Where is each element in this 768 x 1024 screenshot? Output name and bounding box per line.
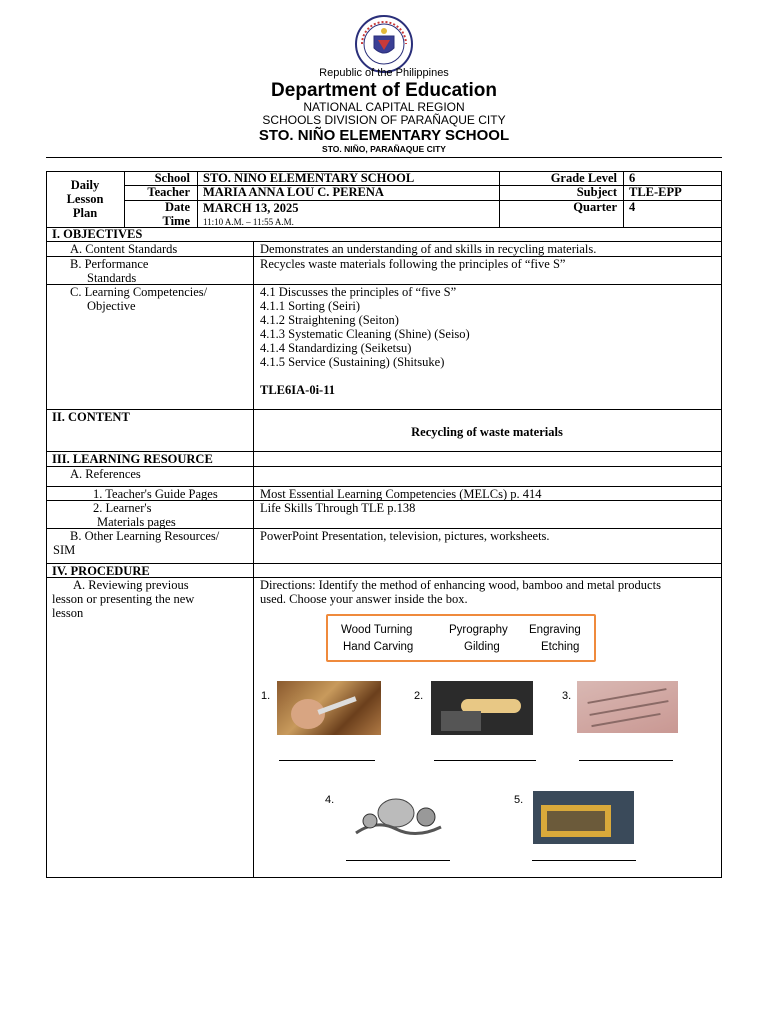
answer-blank[interactable] — [279, 760, 375, 761]
review-label: A. Reviewing previous — [73, 578, 189, 592]
teacher-label: Teacher — [147, 185, 190, 199]
department-title: Department of Education — [271, 80, 497, 101]
time-value: 11:10 A.M. – 11:55 A.M. — [203, 217, 294, 227]
choice-gilding: Gilding — [464, 641, 500, 653]
learners-materials-label: 2. Learner's — [93, 501, 152, 515]
competencies-label: C. Learning Competencies/ — [70, 285, 208, 299]
school-label: School — [154, 171, 190, 185]
time-label: Time — [162, 214, 190, 228]
item-number: 5. — [514, 794, 524, 806]
quarter-value: 4 — [629, 200, 636, 214]
answer-choices-box — [326, 614, 596, 662]
subject-label: Subject — [576, 185, 617, 199]
competency-item: 4.1.4 Standardizing (Seiketsu) — [260, 341, 412, 355]
directions-line-1: Directions: Identify the method of enhancing wood, bamboo and metal products — [260, 578, 661, 592]
procedure-heading: IV. PROCEDURE — [52, 564, 150, 578]
school-title: STO. NIÑO ELEMENTARY SCHOOL — [258, 127, 510, 144]
choice-pyrography: Pyrography — [449, 624, 508, 636]
plan-title-line-3: Plan — [72, 206, 98, 220]
performance-standards-value: Recycles waste materials following the principles of “five S” — [260, 257, 566, 271]
division-line: SCHOOLS DIVISION OF PARAÑAQUE CITY — [262, 113, 506, 127]
competency-code: TLE6IA-0i-11 — [260, 383, 336, 397]
learners-materials-value: Life Skills Through TLE p.138 — [260, 501, 416, 515]
wood-turning-image — [431, 681, 533, 735]
teachers-guide-value: Most Essential Learning Competencies (MELCs) p. 414 — [260, 487, 542, 501]
learning-resource-heading: III. LEARNING RESOURCE — [52, 452, 213, 466]
engraving-image — [577, 681, 678, 733]
gilding-image — [533, 791, 634, 844]
item-number: 1. — [261, 690, 271, 702]
subject-value: TLE-EPP — [629, 185, 682, 199]
choice-wood-turning: Wood Turning — [341, 624, 413, 636]
other-resources-label: B. Other Learning Resources/ — [70, 529, 220, 543]
content-standards-value: Demonstrates an understanding of and skills in recycling materials. — [260, 242, 597, 256]
item-number: 2. — [414, 690, 424, 702]
school-value: STO. NINO ELEMENTARY SCHOOL — [203, 171, 415, 185]
choice-engraving: Engraving — [529, 624, 581, 636]
performance-standards-label-2: Standards — [87, 271, 137, 285]
region-line: NATIONAL CAPITAL REGION — [303, 100, 465, 114]
pyrography-image — [346, 789, 450, 845]
answer-blank[interactable] — [434, 760, 536, 761]
directions-line-2: used. Choose your answer inside the box. — [260, 592, 468, 606]
content-value: Recycling of waste materials — [411, 425, 563, 439]
other-resources-label-2: SIM — [53, 543, 76, 557]
choice-etching: Etching — [541, 641, 580, 653]
competency-item: 4.1.3 Systematic Cleaning (Shine) (Seiso) — [260, 327, 470, 341]
item-number: 4. — [325, 794, 335, 806]
plan-title-line-2: Lesson — [66, 192, 104, 206]
review-label-3: lesson — [52, 606, 84, 620]
header-rule — [46, 157, 722, 158]
competency-item: 4.1 Discusses the principles of “five S” — [260, 285, 457, 299]
other-resources-value: PowerPoint Presentation, television, pictures, worksheets. — [260, 529, 550, 543]
date-value: MARCH 13, 2025 — [203, 201, 299, 215]
competency-item: 4.1.2 Straightening (Seiton) — [260, 313, 399, 327]
teacher-value: MARIA ANNA LOU C. PERENA — [203, 185, 384, 199]
learners-materials-label-2: Materials pages — [97, 515, 176, 529]
competencies-label-2: Objective — [87, 299, 136, 313]
republic-line: Republic of the Philippines — [319, 67, 449, 79]
grade-label: Grade Level — [550, 171, 617, 185]
date-label: Date — [165, 200, 190, 214]
review-label-2: lesson or presenting the new — [52, 592, 195, 606]
answer-blank[interactable] — [346, 860, 450, 861]
references-label: A. References — [70, 467, 141, 481]
objectives-heading: I. OBJECTIVES — [52, 227, 143, 241]
deped-seal-logo — [354, 14, 414, 74]
hand-carving-image — [277, 681, 381, 735]
quarter-label: Quarter — [573, 200, 617, 214]
answer-blank[interactable] — [532, 860, 636, 861]
competency-item: 4.1.5 Service (Sustaining) (Shitsuke) — [260, 355, 445, 369]
grade-value: 6 — [629, 171, 636, 185]
content-heading: II. CONTENT — [52, 410, 130, 424]
performance-standards-label: B. Performance — [70, 257, 149, 271]
content-standards-label: A. Content Standards — [70, 242, 178, 256]
school-address: STO. NIÑO, PARAÑAQUE CITY — [322, 144, 446, 154]
plan-title-line-1: Daily — [70, 178, 100, 192]
answer-blank[interactable] — [579, 760, 673, 761]
choice-hand-carving: Hand Carving — [343, 641, 414, 653]
competency-item: 4.1.1 Sorting (Seiri) — [260, 299, 360, 313]
teachers-guide-label: 1. Teacher's Guide Pages — [93, 487, 218, 501]
item-number: 3. — [562, 690, 572, 702]
